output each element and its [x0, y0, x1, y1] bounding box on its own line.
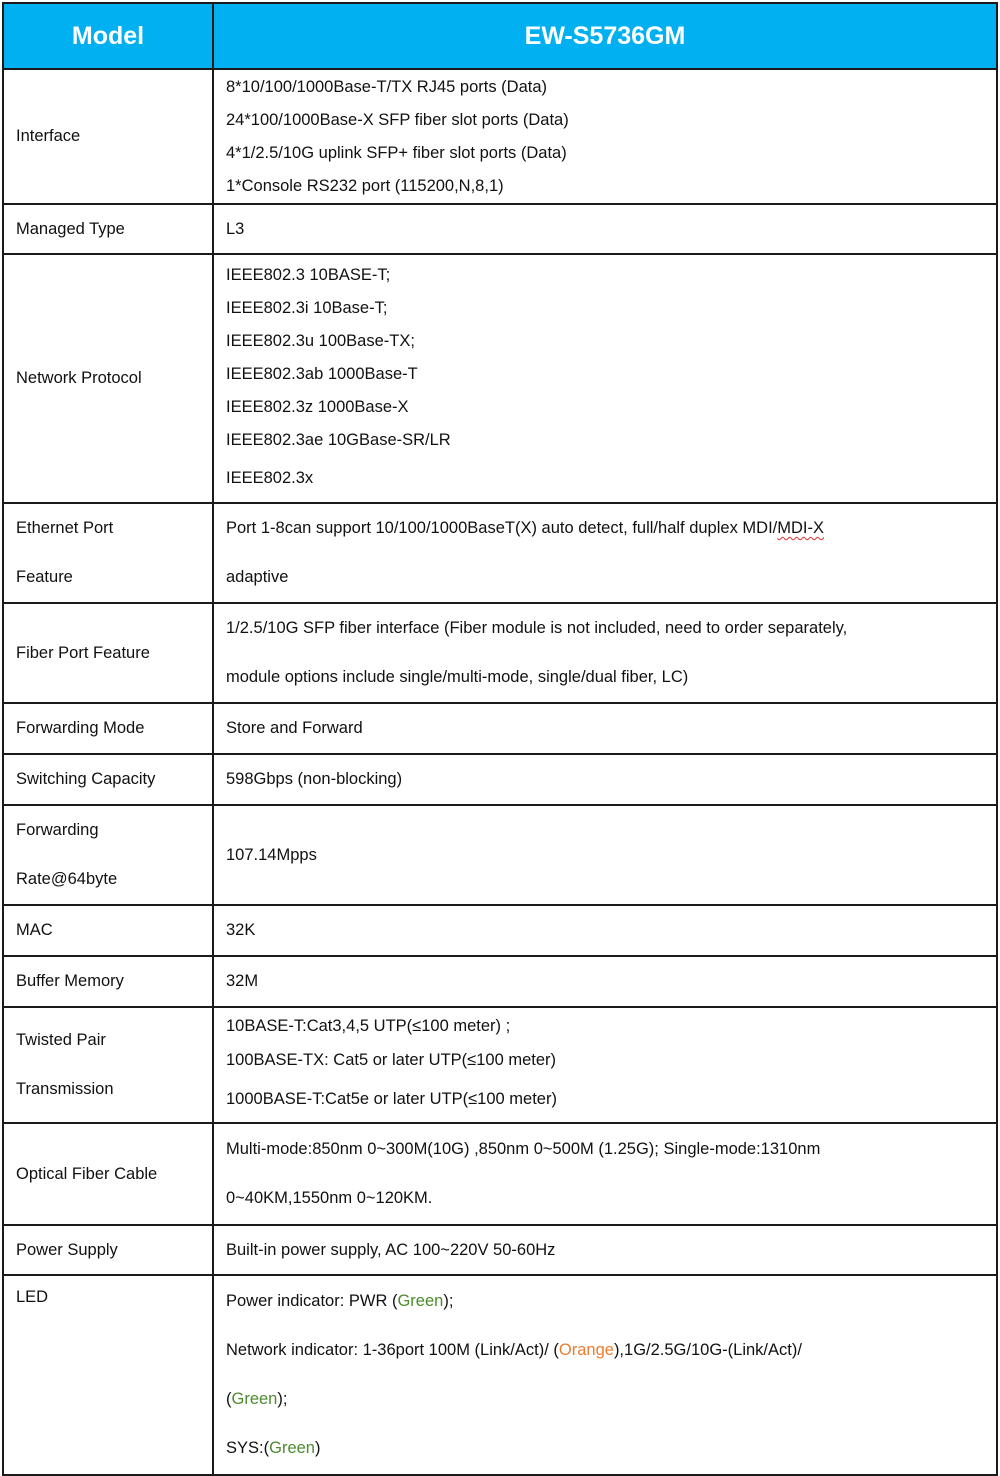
spec-label	[3, 254, 213, 503]
value-line: 4*1/2.5/10G uplink SFP+ fiber slot ports (Data)	[226, 143, 567, 162]
spec-value	[213, 703, 997, 754]
spec-row-managed-type	[3, 204, 997, 254]
value-line: 0~40KM,1550nm 0~120KM.	[226, 1189, 433, 1207]
green-color-text: Green	[269, 1439, 315, 1457]
spec-label	[3, 603, 213, 703]
value-line: 8*10/100/1000Base-T/TX RJ45 ports (Data)	[226, 77, 548, 96]
spec-value	[213, 956, 997, 1007]
label-text: Feature	[16, 568, 73, 586]
spec-value	[213, 805, 997, 905]
spec-label	[3, 503, 213, 603]
spec-row-fiber-port-feature	[3, 603, 997, 703]
spec-row-forwarding-mode	[3, 703, 997, 754]
spec-label	[3, 805, 213, 905]
value-text: Power indicator: PWR (	[226, 1292, 398, 1310]
value-line: Store and Forward	[226, 719, 363, 737]
spec-value	[213, 603, 997, 703]
spec-row-mac	[3, 905, 997, 956]
label-text: Ethernet Port	[16, 519, 114, 537]
green-color-text: Green	[397, 1292, 444, 1310]
label-text: Switching Capacity	[16, 770, 156, 788]
spec-value	[213, 204, 997, 254]
label-text: Network Protocol	[16, 369, 142, 387]
value-text: ),1G/2.5G/10G-(Link/Act)/	[613, 1341, 802, 1359]
label-text: Forwarding Mode	[16, 719, 145, 737]
spec-label	[3, 956, 213, 1007]
value-line: adaptive	[226, 568, 289, 586]
spec-label	[3, 754, 213, 805]
value-line: IEEE802.3u 100Base-TX;	[226, 331, 415, 350]
value-line	[226, 504, 984, 553]
spec-row-switching-capacity	[3, 754, 997, 805]
value-text: Network indicator: 1-36port 100M (Link/Act)/ (	[226, 1341, 559, 1359]
spec-row-interface	[3, 69, 997, 204]
led-network-line-2	[226, 1375, 984, 1424]
label-text: Twisted Pair	[16, 1031, 106, 1049]
value-line: IEEE802.3ab 1000Base-T	[226, 364, 418, 383]
value-line: 24*100/1000Base-X SFP fiber slot ports (Data)	[226, 110, 569, 129]
spec-label	[3, 1007, 213, 1123]
label-text: LED	[16, 1288, 49, 1306]
value-line: 100BASE-TX: Cat5 or later UTP(≤100 meter)	[226, 1051, 557, 1069]
value-text: );	[277, 1390, 288, 1408]
spec-value	[213, 69, 997, 204]
spec-value	[213, 503, 997, 603]
led-sys-line	[226, 1424, 984, 1473]
green-color-text: Green	[231, 1390, 278, 1408]
label-text: Optical Fiber Cable	[16, 1164, 158, 1183]
value-line: 1*Console RS232 port (115200,N,8,1)	[226, 176, 504, 195]
led-network-line	[226, 1326, 984, 1375]
value-line: L3	[226, 219, 245, 238]
spec-label	[3, 69, 213, 204]
header-row	[3, 3, 997, 69]
header-model-value: EW-S5736GM	[213, 3, 997, 69]
value-line: 32K	[226, 921, 256, 939]
spec-row-buffer-memory	[3, 956, 997, 1007]
label-text: Fiber Port Feature	[16, 643, 150, 662]
spellcheck-underlined-text: MDI-X	[777, 519, 824, 537]
header-model-label: Model	[3, 3, 213, 69]
orange-color-text: Orange	[558, 1341, 614, 1359]
label-text: Buffer Memory	[16, 972, 124, 990]
value-line: Multi-mode:850nm 0~300M(10G) ,850nm 0~500M (1.25G); Single-mode:1310nm	[226, 1140, 821, 1158]
spec-row-led	[3, 1275, 997, 1475]
label-text: Managed Type	[16, 219, 125, 238]
spec-row-twisted-pair	[3, 1007, 997, 1123]
value-text: SYS:(	[226, 1439, 270, 1457]
value-line: Built-in power supply, AC 100~220V 50-60Hz	[226, 1240, 556, 1259]
spec-row-power-supply	[3, 1225, 997, 1275]
spec-value	[213, 254, 997, 503]
value-text: (	[226, 1390, 232, 1408]
spec-value	[213, 1225, 997, 1275]
value-text: );	[443, 1292, 454, 1310]
value-text: )	[314, 1439, 321, 1457]
value-line: 107.14Mpps	[226, 845, 317, 864]
label-text: MAC	[16, 921, 53, 939]
spec-value	[213, 754, 997, 805]
spec-value	[213, 1123, 997, 1225]
spec-label	[3, 1123, 213, 1225]
spec-row-ethernet-port-feature	[3, 503, 997, 603]
value-line: 598Gbps (non-blocking)	[226, 770, 403, 788]
value-line: IEEE802.3z 1000Base-X	[226, 397, 409, 416]
label-text: Rate@64byte	[16, 870, 118, 888]
value-text: Port 1-8can support 10/100/1000BaseT(X) auto detect, full/half duplex MDI/	[226, 519, 778, 537]
value-line: IEEE802.3 10BASE-T;	[226, 265, 391, 284]
spec-row-optical-fiber-cable	[3, 1123, 997, 1225]
label-text: Transmission	[16, 1080, 114, 1098]
value-line: 10BASE-T:Cat3,4,5 UTP(≤100 meter) ;	[226, 1017, 511, 1035]
spec-value	[213, 905, 997, 956]
label-text: Forwarding	[16, 821, 99, 839]
value-line: IEEE802.3x	[226, 468, 314, 487]
value-line: 1000BASE-T:Cat5e or later UTP(≤100 meter)	[226, 1090, 557, 1108]
value-line: IEEE802.3ae 10GBase-SR/LR	[226, 430, 451, 449]
value-line: module options include single/multi-mode, single/dual fiber, LC)	[226, 668, 689, 686]
spec-value	[213, 1275, 997, 1475]
value-line: 32M	[226, 972, 259, 990]
spec-value	[213, 1007, 997, 1123]
spec-label	[3, 204, 213, 254]
spec-label	[3, 703, 213, 754]
spec-label	[3, 1275, 213, 1475]
spec-row-forwarding-rate	[3, 805, 997, 905]
value-line: 1/2.5/10G SFP fiber interface (Fiber module is not included, need to order separately,	[226, 619, 848, 637]
spec-label	[3, 905, 213, 956]
label-text: Interface	[16, 127, 81, 145]
spec-label	[3, 1225, 213, 1275]
spec-row-network-protocol	[3, 254, 997, 503]
label-text: Power Supply	[16, 1240, 118, 1259]
spec-table	[2, 2, 998, 1476]
led-power-line	[226, 1277, 984, 1326]
value-line: IEEE802.3i 10Base-T;	[226, 298, 388, 317]
